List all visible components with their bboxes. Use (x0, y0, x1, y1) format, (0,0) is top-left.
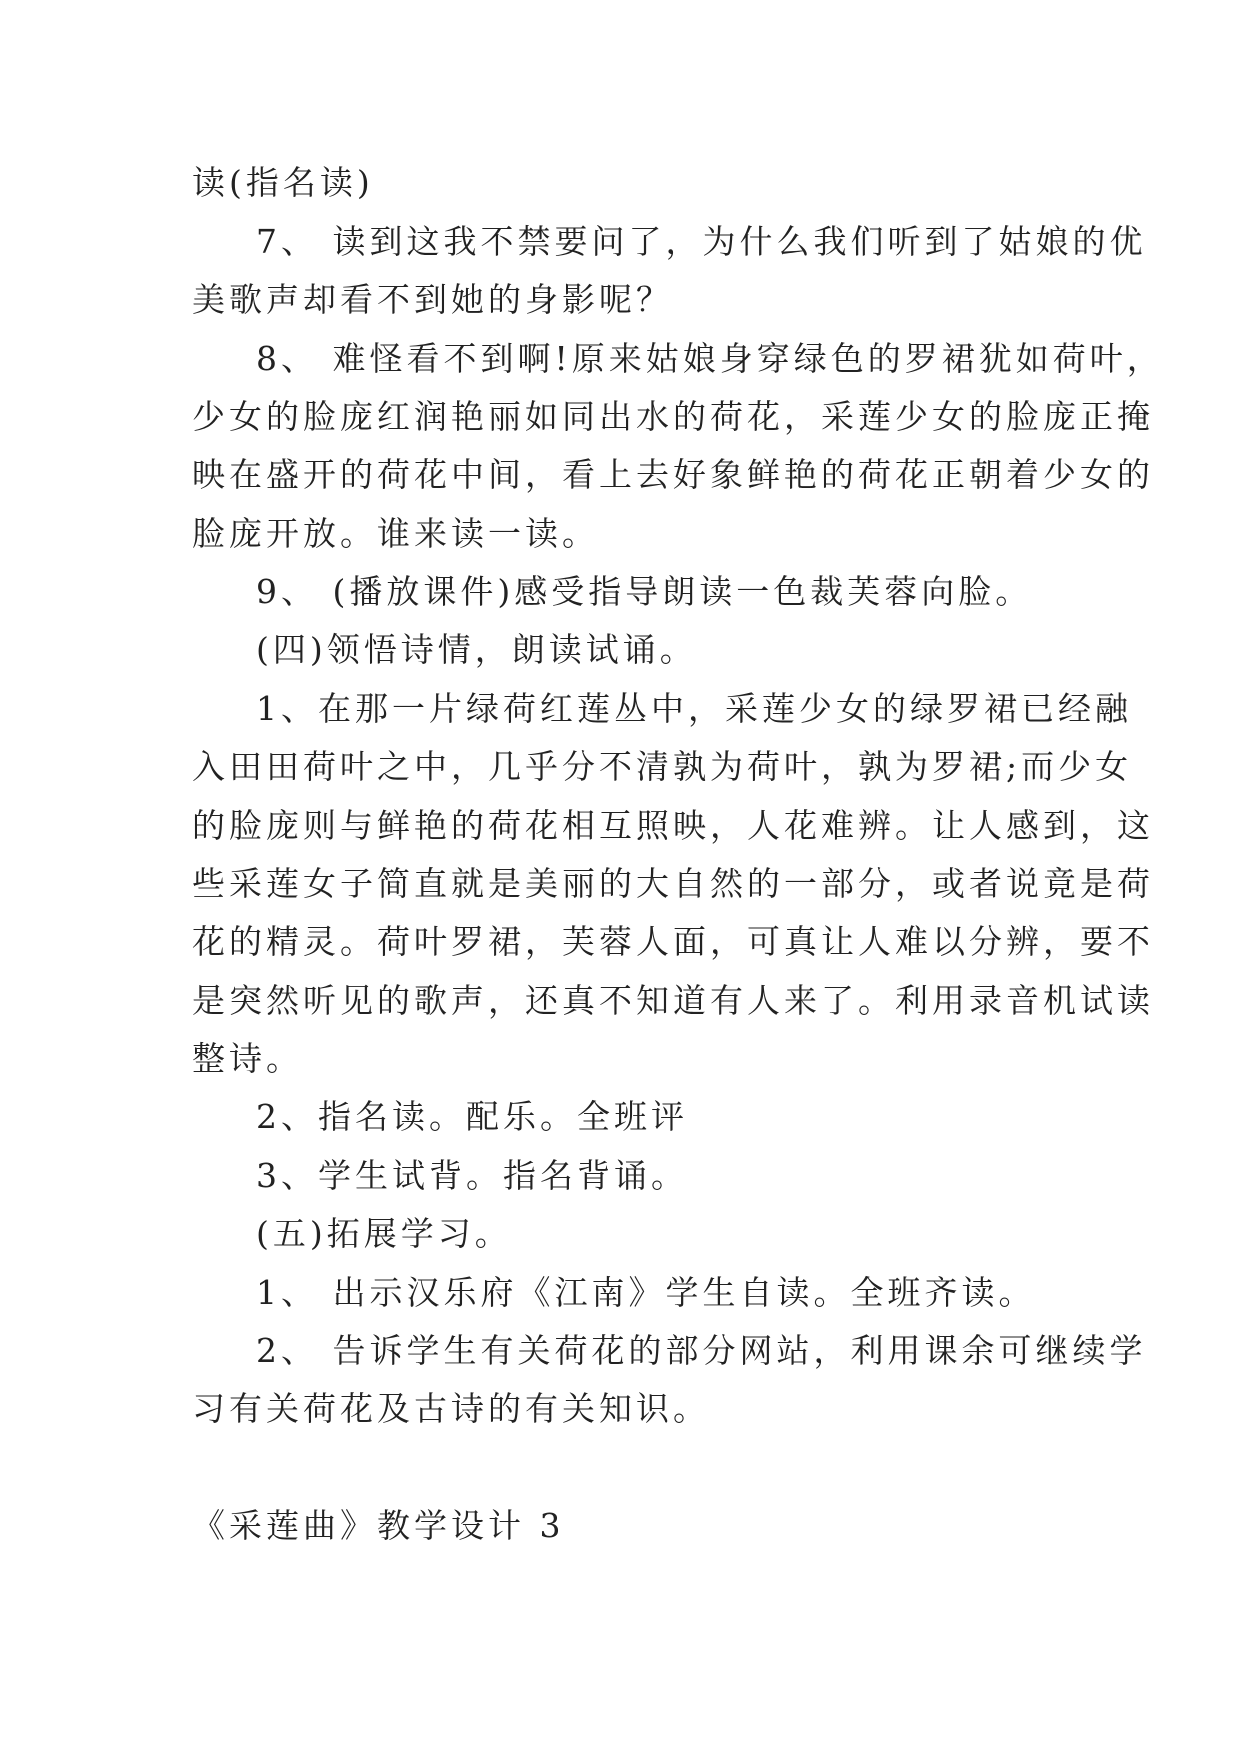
text-line: 脸庞开放。谁来读一读。 (192, 514, 599, 553)
text-line: 习有关荷花及古诗的有关知识。 (192, 1389, 710, 1428)
section-heading: (五)拓展学习。 (256, 1214, 512, 1253)
text-line: 2、 告诉学生有关荷花的部分网站，利用课余可继续学 (256, 1331, 1147, 1370)
text-line: 1、在那一片绿荷红莲丛中，采莲少女的绿罗裙已经融 (256, 689, 1132, 728)
text-line: 花的精灵。荷叶罗裙，芙蓉人面，可真让人难以分辨，要不 (192, 922, 1154, 961)
document-title: 《采莲曲》教学设计 3 (192, 1506, 565, 1545)
text-line: 映在盛开的荷花中间，看上去好象鲜艳的荷花正朝着少女的 (192, 455, 1154, 494)
text-line: 9、 (播放课件)感受指导朗读一色裁芙蓉向脸。 (256, 572, 1033, 611)
text-line: 入田田荷叶之中，几乎分不清孰为荷叶，孰为罗裙;而少女 (192, 747, 1133, 786)
text-line: 3、学生试背。指名背诵。 (256, 1156, 688, 1195)
text-line: 1、 出示汉乐府《江南》学生自读。全班齐读。 (256, 1273, 1036, 1312)
text-line: 整诗。 (192, 1039, 303, 1078)
text-line: 读(指名读) (192, 163, 374, 202)
text-line: 美歌声却看不到她的身影呢？ (192, 280, 673, 319)
text-line: 8、 难怪看不到啊!原来姑娘身穿绿色的罗裙犹如荷叶， (256, 339, 1164, 378)
text-line: 少女的脸庞红润艳丽如同出水的荷花，采莲少女的脸庞正掩 (192, 397, 1154, 436)
section-heading: (四)领悟诗情，朗读试诵。 (256, 630, 697, 669)
text-line: 7、 读到这我不禁要问了，为什么我们听到了姑娘的优 (256, 222, 1147, 261)
text-line: 些采莲女子简直就是美丽的大自然的一部分，或者说竟是荷 (192, 864, 1154, 903)
text-line: 是突然听见的歌声，还真不知道有人来了。利用录音机试读 (192, 981, 1154, 1020)
text-line: 的脸庞则与鲜艳的荷花相互照映，人花难辨。让人感到，这 (192, 806, 1154, 845)
text-line: 2、指名读。配乐。全班评 (256, 1097, 688, 1136)
